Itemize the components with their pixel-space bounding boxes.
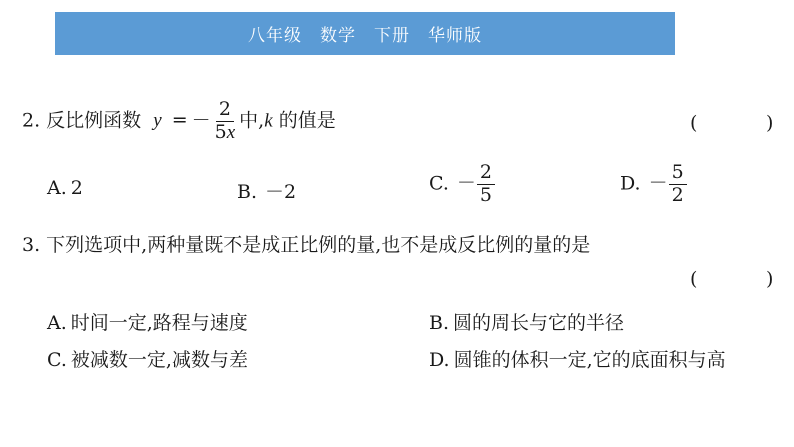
q2-option-c-numerator: 2 <box>477 163 495 185</box>
q2-option-a-text: 2 <box>70 177 83 199</box>
q2-answer-bracket-right: ) <box>766 112 774 134</box>
question-2-stem <box>22 100 336 143</box>
q2-option-d <box>620 163 688 206</box>
q2-var-k: k <box>264 110 273 132</box>
q2-option-c <box>429 163 496 206</box>
q3-option-d <box>429 345 726 372</box>
q2-option-a <box>47 177 83 199</box>
header-banner <box>55 12 675 55</box>
q2-frac-den-var: x <box>226 121 236 143</box>
subject-label: 数学 <box>320 26 356 46</box>
publisher-label: 华师版 <box>428 26 482 46</box>
q3-option-c <box>47 345 248 372</box>
q3-option-a-text: 时间一定,路程与速度 <box>70 312 248 334</box>
q2-option-d-letter: D. <box>620 172 641 195</box>
q2-mid: 中, <box>239 109 265 132</box>
q3-option-d-letter: D. <box>429 349 450 371</box>
q3-answer-bracket-left: ( <box>690 268 698 290</box>
q2-fraction <box>212 100 239 143</box>
q2-frac-numerator: 2 <box>216 100 234 122</box>
q2-option-c-minus: － <box>456 172 476 195</box>
q3-option-d-text: 圆锥的体积一定,它的底面积与高 <box>453 349 726 371</box>
q2-option-c-denominator: 5 <box>479 183 493 206</box>
q3-option-b <box>429 308 624 335</box>
q2-frac-den-coef: 5 <box>214 120 227 143</box>
q2-var-y: y <box>153 110 162 132</box>
q3-option-c-letter: C. <box>47 349 67 371</box>
q2-option-b <box>237 177 296 204</box>
q2-suffix: 的值是 <box>278 109 336 132</box>
q3-option-a-letter: A. <box>47 312 67 334</box>
q2-option-c-letter: C. <box>429 172 449 195</box>
q3-option-c-text: 被减数一定,减数与差 <box>70 349 248 371</box>
q3-option-a <box>47 308 248 335</box>
q2-equals: = <box>171 109 188 132</box>
q2-prefix: 2. 反比例函数 <box>22 109 142 132</box>
q2-answer-bracket-left: ( <box>690 112 698 134</box>
grade-label: 八年级 <box>248 26 302 46</box>
q2-minus: － <box>191 109 211 132</box>
q2-option-b-letter: B. <box>237 181 258 203</box>
q2-option-d-minus: － <box>648 172 668 195</box>
q2-option-d-denominator: 2 <box>671 183 684 206</box>
q2-option-c-fraction <box>477 163 495 206</box>
q3-option-b-text: 圆的周长与它的半径 <box>453 312 625 334</box>
q2-option-a-letter: A. <box>47 177 67 199</box>
q3-answer-bracket-right: ) <box>766 268 774 290</box>
q2-frac-denominator <box>212 122 239 143</box>
q2-option-d-numerator: 5 <box>669 163 687 185</box>
question-3-stem: 3. 下列选项中,两种量既不是成正比例的量,也不是成反比例的量的是 <box>22 234 591 256</box>
q2-option-d-fraction <box>669 163 687 206</box>
q2-option-b-text: －2 <box>265 181 297 203</box>
volume-label: 下册 <box>374 26 410 46</box>
q3-option-b-letter: B. <box>429 312 450 334</box>
